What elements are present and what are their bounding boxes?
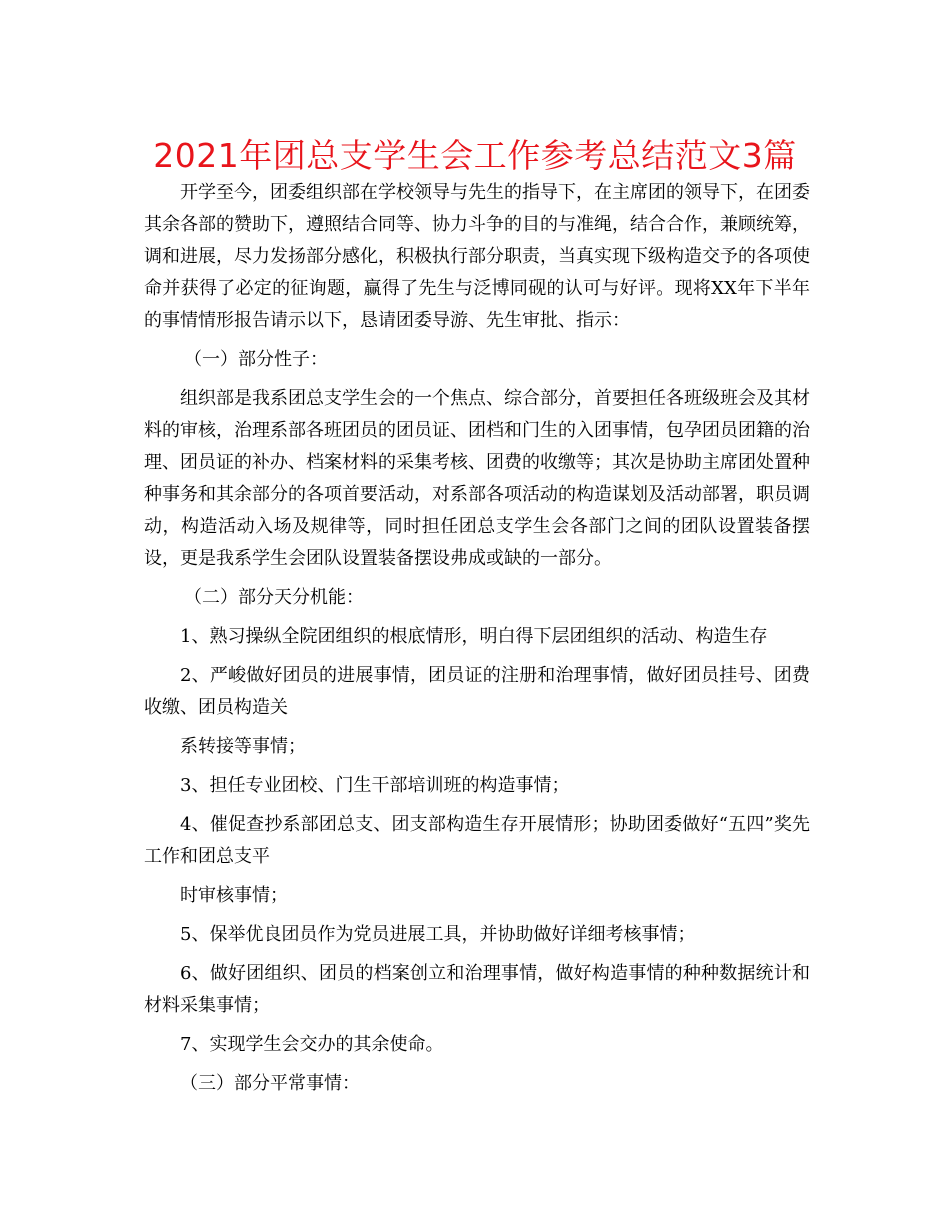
function-item-7: 7、实现学生会交办的其余使命。 bbox=[180, 1034, 444, 1055]
document-body bbox=[144, 177, 810, 1100]
intro-paragraph: 开学至今，团委组织部在学校领导与先生的指导下，在主席团的领导下，在团委其余各部的赞助下，遵照结合同等、协力斗争的目的与准绳，结合合作，兼顾统筹，调和进展，尽力发扬部分感化，积极执行部分职责，当真实现下级构造交予的各项使命并获得了必定的征询题，赢得了先生与泛博同砚的认可与好评。现将XX年下半年的事情情形报告请示以下，恳请团委导游、先生审批、指示： bbox=[144, 182, 810, 331]
function-item-2-continued: 系转接等事情； bbox=[180, 736, 306, 757]
section-heading-nature: （一）部分性子： bbox=[184, 349, 328, 370]
function-item-4: 4、催促查抄系部团总支、团支部构造生存开展情形；协助团委做好“五四”奖先工作和团总支平 bbox=[144, 814, 810, 867]
nature-paragraph: 组织部是我系团总支学生会的一个焦点、综合部分，首要担任各班级班会及其材料的审核，治理系部各班团员的团员证、团档和门生的入团事情，包孕团员团籍的治理、团员证的补办、档案材料的采集考核、团费的收缴等；其次是协助主席团处置种种事务和其余部分的各项首要活动，对系部各项活动的构造谋划及活动部署，职员调动，构造活动入场及规律等，同时担任团总支学生会各部门之间的团队设置装备摆设，更是我系学生会团队设置装备摆设弗成或缺的一部分。 bbox=[144, 388, 810, 569]
document-title: 2021年团总支学生会工作参考总结范文3篇 bbox=[153, 136, 797, 175]
section-heading-functions: （二）部分天分机能： bbox=[184, 587, 364, 608]
function-item-2: 2、严峻做好团员的进展事情，团员证的注册和治理事情，做好团员挂号、团费收缴、团员构造关 bbox=[144, 665, 810, 718]
function-item-5: 5、保举优良团员作为党员进展工具，并协助做好详细考核事情； bbox=[180, 924, 696, 945]
function-item-4-continued: 时审核事情； bbox=[180, 885, 288, 906]
section-heading-routine: （三）部分平常事情： bbox=[180, 1073, 360, 1094]
function-item-3: 3、担任专业团校、门生干部培训班的构造事情； bbox=[180, 775, 570, 796]
function-item-1: 1、熟习操纵全院团组织的根底情形，明白得下层团组织的活动、构造生存 bbox=[180, 626, 768, 647]
function-item-6: 6、做好团组织、团员的档案创立和治理事情，做好构造事情的种种数据统计和材料采集事情； bbox=[144, 963, 810, 1016]
